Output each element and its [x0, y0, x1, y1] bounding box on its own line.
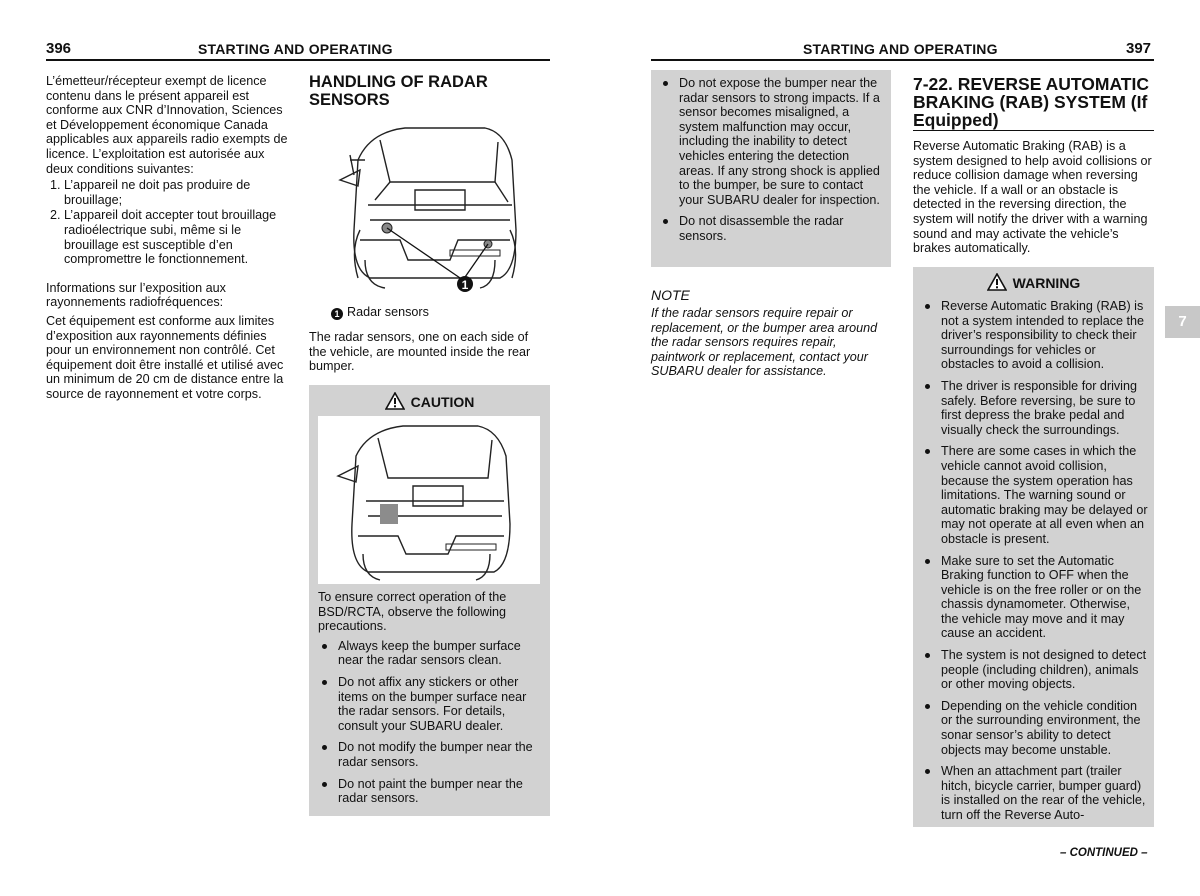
vehicle-rear-sensor-area-illustration [318, 416, 540, 584]
french-regulatory-text [46, 74, 288, 401]
page-header-left: STARTING AND OPERATING [198, 41, 393, 57]
note-text: If the radar sensors require repair or replacement, or the bumper area around the radar sensors requires repair, paintwork or replacement, contact your SUBARU dealer for assistance. [651, 306, 878, 379]
page-number-left: 396 [46, 40, 72, 57]
callout-number-1: 1 [461, 278, 469, 292]
warning-item: When an attachment part (trailer hitch, bicycle carrier, bumper guard) is installed on the rear of the vehicle, turn off the Reverse Auto- [921, 764, 1148, 822]
caution-item: Do not paint the bumper near the radar sensors. [318, 777, 544, 806]
caution-illustration-frame [318, 416, 540, 584]
caution-box [309, 385, 550, 816]
rab-title-rule [913, 130, 1154, 131]
page-header-right: STARTING AND OPERATING [803, 41, 998, 57]
caution-continued-item: Do not expose the bumper near the radar sensors to strong impacts. If a sensor becomes misaligned, a system malfunction may occur, including the inability to detect vehicles entering the detection areas. If any strong shock is applied to the bumper, be sure to contact your SUBARU dealer for inspection. [659, 76, 883, 207]
continued-label: – CONTINUED – [1060, 847, 1148, 859]
french-conditions-list [46, 178, 288, 267]
warning-box [913, 267, 1154, 827]
warning-list [921, 299, 1148, 823]
caution-label: CAUTION [410, 394, 475, 410]
caution-continued-box [651, 70, 891, 267]
caution-intro: To ensure correct operation of the BSD/RCTA, observe the following precautions. [318, 590, 507, 634]
caption-callout-badge: 1 [331, 308, 343, 320]
caution-heading [309, 392, 550, 410]
warning-item: The driver is responsible for driving safely. Before reversing, be sure to first depress the brake pedal and visually check the surroundings. [921, 379, 1148, 437]
warning-label: WARNING [1012, 275, 1081, 291]
french-exposure-title: Informations sur l’exposition aux rayonnements radiofréquences: [46, 280, 226, 310]
french-condition-2: 2. L’appareil doit accepter tout brouillage radioélectrique subi, même si le brouillage est susceptible d’en compromettre le fonctionnement. [64, 208, 288, 266]
rab-section-body: Reverse Automatic Braking (RAB) is a system designed to help avoid collisions or reduce collision damage when reversing the vehicle. If a wall or an obstacle is detected in the reversing direction, the system will notify the driver with a warning sound and may activate the vehicle’s brakes automatically. [913, 139, 1152, 256]
warning-triangle-icon [987, 273, 1007, 291]
caution-content [318, 590, 544, 813]
warning-item: The system is not designed to detect people (including children), animals or other moving objects. [921, 648, 1148, 692]
warning-item: There are some cases in which the vehicle cannot avoid collision, because the system operation has limitations. The warning sound or automatic braking may be delayed or may not operate at all even when an obstacle is present. [921, 444, 1148, 546]
radar-caption-text: Radar sensors [347, 305, 429, 319]
header-rule-left [46, 59, 550, 61]
note-block [651, 287, 891, 379]
french-condition-1: 1. L’appareil ne doit pas produire de brouillage; [64, 178, 288, 207]
caution-item: Do not modify the bumper near the radar sensors. [318, 740, 544, 769]
french-intro: L’émetteur/récepteur exempt de licence contenu dans le présent appareil est conforme aux CNR d’Innovation, Sciences et Développement économique Canada applicables aux appareils radio exempts de licence. L’exploitation est autorisée aux deux conditions suivantes: [46, 74, 288, 176]
warning-triangle-icon [385, 392, 405, 410]
radar-body: The radar sensors, one on each side of the vehicle, are mounted inside the rear bumper. [309, 330, 531, 374]
warning-heading [913, 273, 1154, 291]
radar-section-title: HANDLING OF RADAR SENSORS [309, 73, 488, 109]
vehicle-rear-illustration [330, 120, 530, 300]
caution-item: Do not affix any stickers or other items on the bumper surface near the radar sensors. For details, consult your SUBARU dealer. [318, 675, 544, 733]
page-number-right: 397 [1126, 40, 1152, 57]
warning-item: Make sure to set the Automatic Braking function to OFF when the vehicle is on the free roller or on the chassis dynamometer. Otherwise, the vehicle may move and it may cause an accident. [921, 554, 1148, 642]
warning-item: Depending on the vehicle condition or the surrounding environment, the sonar sensor’s ability to detect objects may become unstable. [921, 699, 1148, 757]
caution-item: Always keep the bumper surface near the radar sensors clean. [318, 639, 544, 668]
radar-caption [331, 305, 429, 320]
rab-section-title: 7-22. REVERSE AUTOMATIC BRAKING (RAB) SYSTEM (If Equipped) [913, 74, 1149, 130]
note-label: NOTE [651, 287, 690, 303]
french-exposure-text: Cet équipement est conforme aux limites d’exposition aux rayonnements définies pour un environnement non contrôlé. Cet équipement doit être installé et utilisé avec un minimum de 20 cm de distance entre la source de rayonnement et votre corps. [46, 313, 284, 401]
warning-item: Reverse Automatic Braking (RAB) is not a system intended to replace the driver’s responsibility to check their surroundings for vehicles or obstacles to avoid a collision. [921, 299, 1148, 372]
sensor-area-highlight [380, 504, 398, 524]
caution-list [318, 639, 544, 806]
header-rule-right [651, 59, 1154, 61]
caution-continued-item: Do not disassemble the radar sensors. [659, 214, 883, 243]
caution-continued-list [659, 76, 883, 244]
chapter-tab[interactable]: 7 [1165, 306, 1200, 338]
